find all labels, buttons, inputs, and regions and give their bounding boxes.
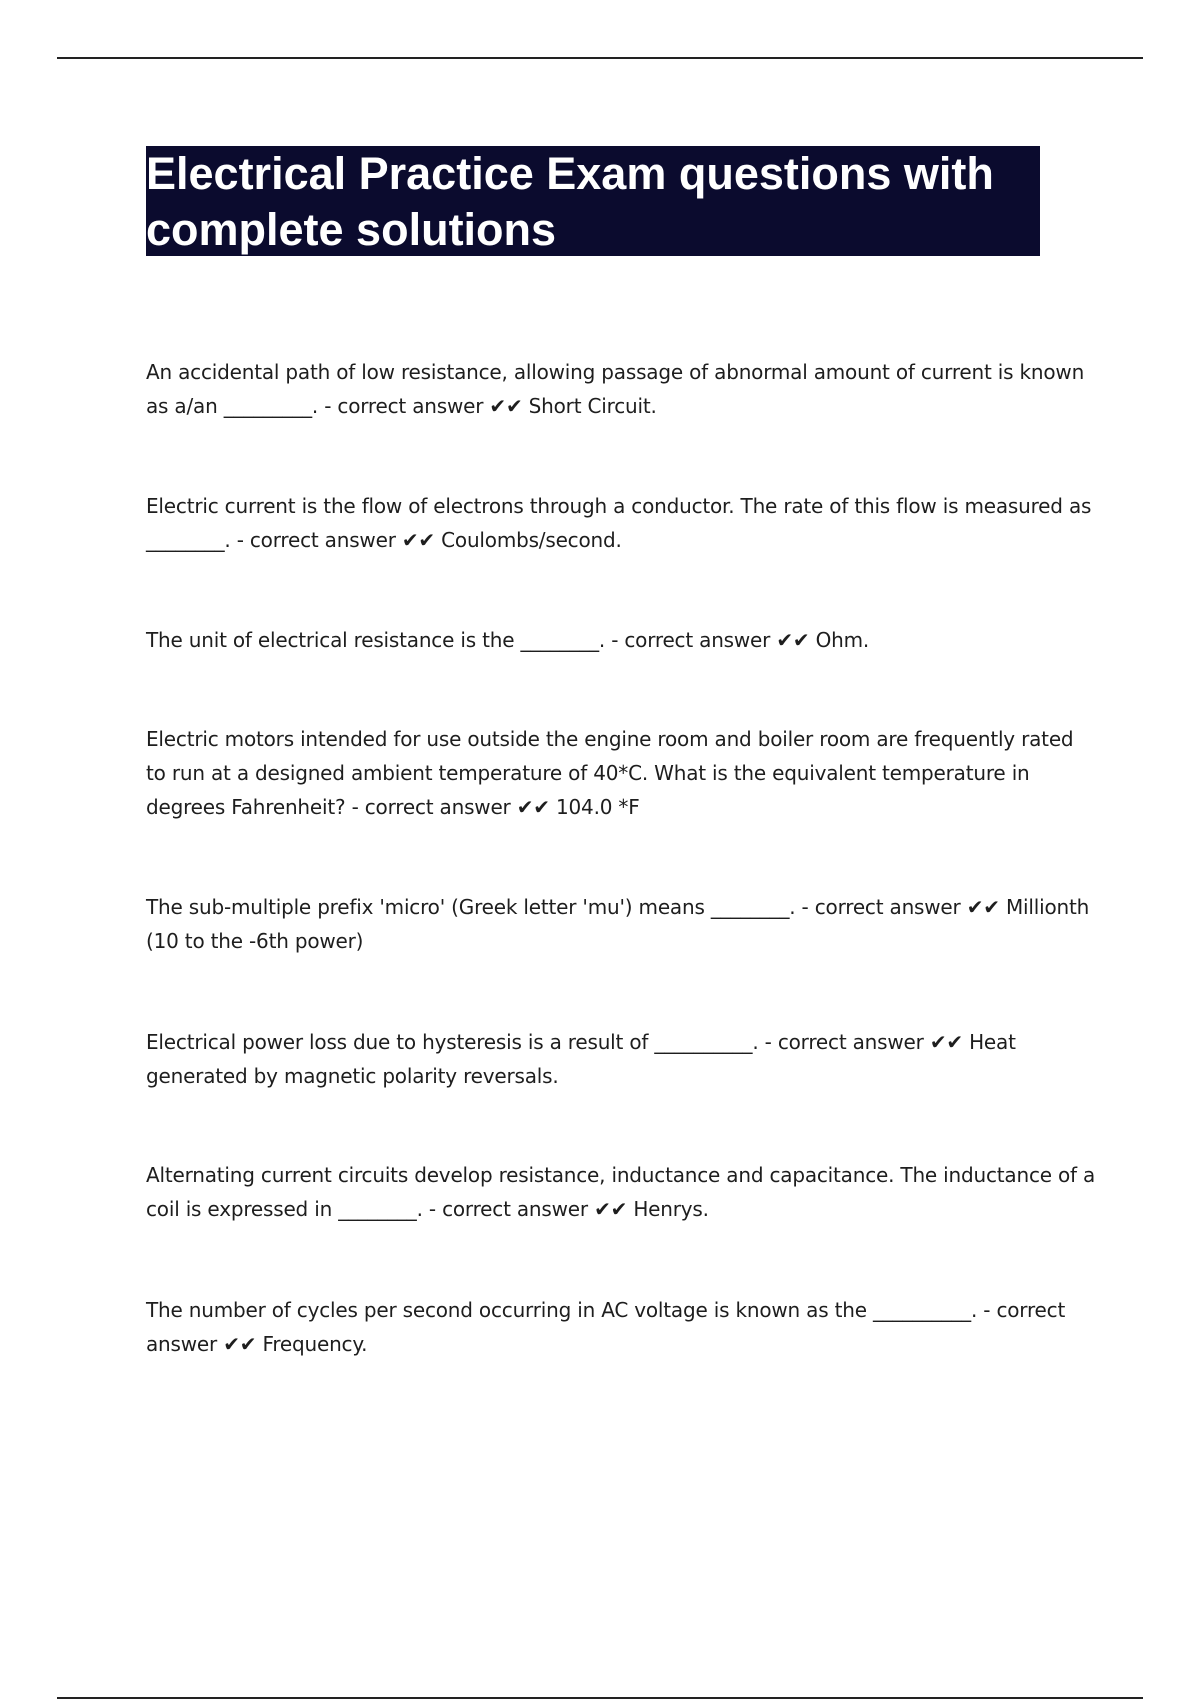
question-answer-8: The number of cycles per second occurring in AC voltage is known as the __________. - correct answer ✔✔ Frequency.	[146, 1298, 1066, 1356]
question-answer-7: Alternating current circuits develop resistance, inductance and capacitance. The inductance of a coil is expressed in ________. - correct answer ✔✔ Henrys.	[146, 1163, 1096, 1221]
document-title: Electrical Practice Exam questions with complete solutions	[146, 148, 994, 255]
title-banner	[146, 146, 1040, 256]
top-divider	[57, 57, 1143, 59]
question-answer-3: The unit of electrical resistance is the ________. - correct answer ✔✔ Ohm.	[146, 628, 870, 652]
question-answer-4: Electric motors intended for use outside the engine room and boiler room are frequently rated to run at a designed ambient temperature of 40*C. What is the equivalent temperature in degrees Fahrenheit? - correct answer ✔✔ 104.0 *F	[146, 727, 1074, 819]
bottom-divider	[57, 1697, 1143, 1699]
question-answer-1: An accidental path of low resistance, allowing passage of abnormal amount of current is known as a/an _________. - correct answer ✔✔ Short Circuit.	[146, 360, 1085, 418]
question-answer-2: Electric current is the flow of electrons through a conductor. The rate of this flow is measured as ________. - correct answer ✔✔ Coulombs/second.	[146, 494, 1092, 552]
question-answer-6: Electrical power loss due to hysteresis is a result of __________. - correct answer ✔✔ Heat generated by magnetic polarity reversals.	[146, 1030, 1016, 1088]
question-answer-5: The sub-multiple prefix 'micro' (Greek letter 'mu') means ________. - correct answer ✔✔ Millionth (10 to the -6th power)	[146, 895, 1090, 953]
